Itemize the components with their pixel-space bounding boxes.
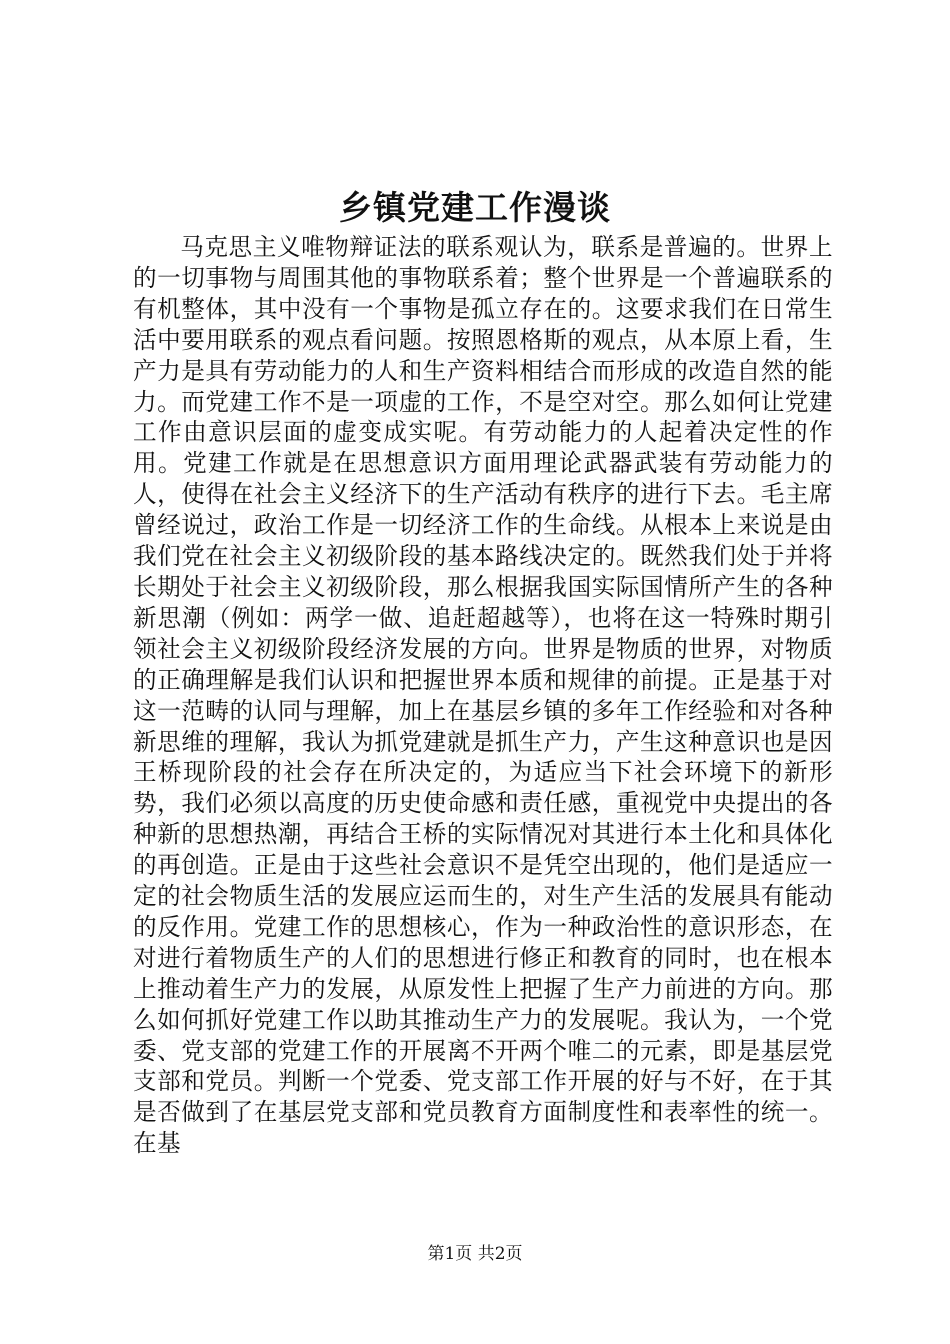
page-footer: 第1页 共2页 xyxy=(427,1244,523,1264)
body-paragraph: 马克思主义唯物辩证法的联系观认为，联系是普遍的。世界上的一切事物与周围其他的事物联系着；整个世界是一个普遍联系的有机整体，其中没有一个事物是孤立存在的。这要求我们在日常生活中要用联系的观点看问题。按照恩格斯的观点，从本原上看，生产力是具有劳动能力的人和生产资料相结合而形成的改造自然的能力。而党建工作不是一项虚的工作，不是空对空。那么如何让党建工作由意识层面的虚变成实呢。有劳动能力的人起着决定性的作用。党建工作就是在思想意识方面用理论武器武装有劳动能力的人，使得在社会主义经济下的生产活动有秩序的进行下去。毛主席曾经说过，政治工作是一切经济工作的生命线。从根本上来说是由我们党在社会主义初级阶段的基本路线决定的。既然我们处于并将长期处于社会主义初级阶段，那么根据我国实际国情所产生的各种新思潮（例如：两学一做、追赶超越等），也将在这一特殊时期引领社会主义初级阶段经济发展的方向。世界是物质的世界，对物质的正确理解是我们认识和把握世界本质和规律的前提。正是基于对这一范畴的认同与理解，加上在基层乡镇的多年工作经验和对各种新思维的理解，我认为抓党建就是抓生产力，产生这种意识也是因王桥现阶段的社会存在所决定的，为适应当下社会环境下的新形势，我们必须以高度的历史使命感和责任感，重视党中央提出的各种新的思想热潮，再结合王桥的实际情况对其进行本土化和具体化的再创造。正是由于这些社会意识不是凭空出现的，他们是适应一定的社会物质生活的发展应运而生的，对生产生活的发展具有能动的反作用。党建工作的思想核心，作为一种政治性的意识形态，在对进行着物质生产的人们的思想进行修正和教育的同时，也在根本上推动着生产力的发展，从原发性上把握了生产力前进的方向。那么如何抓好党建工作以助其推动生产力的发展呢。我认为，一个党委、党支部的党建工作的开展离不开两个唯二的元素，即是基层党支部和党员。判断一个党委、党支部工作开展的好与不好，在于其是否做到了在基层党支部和党员教育方面制度性和表率性的统一。在基 xyxy=(133,233,833,1158)
document-title: 乡镇党建工作漫谈 xyxy=(339,188,611,227)
